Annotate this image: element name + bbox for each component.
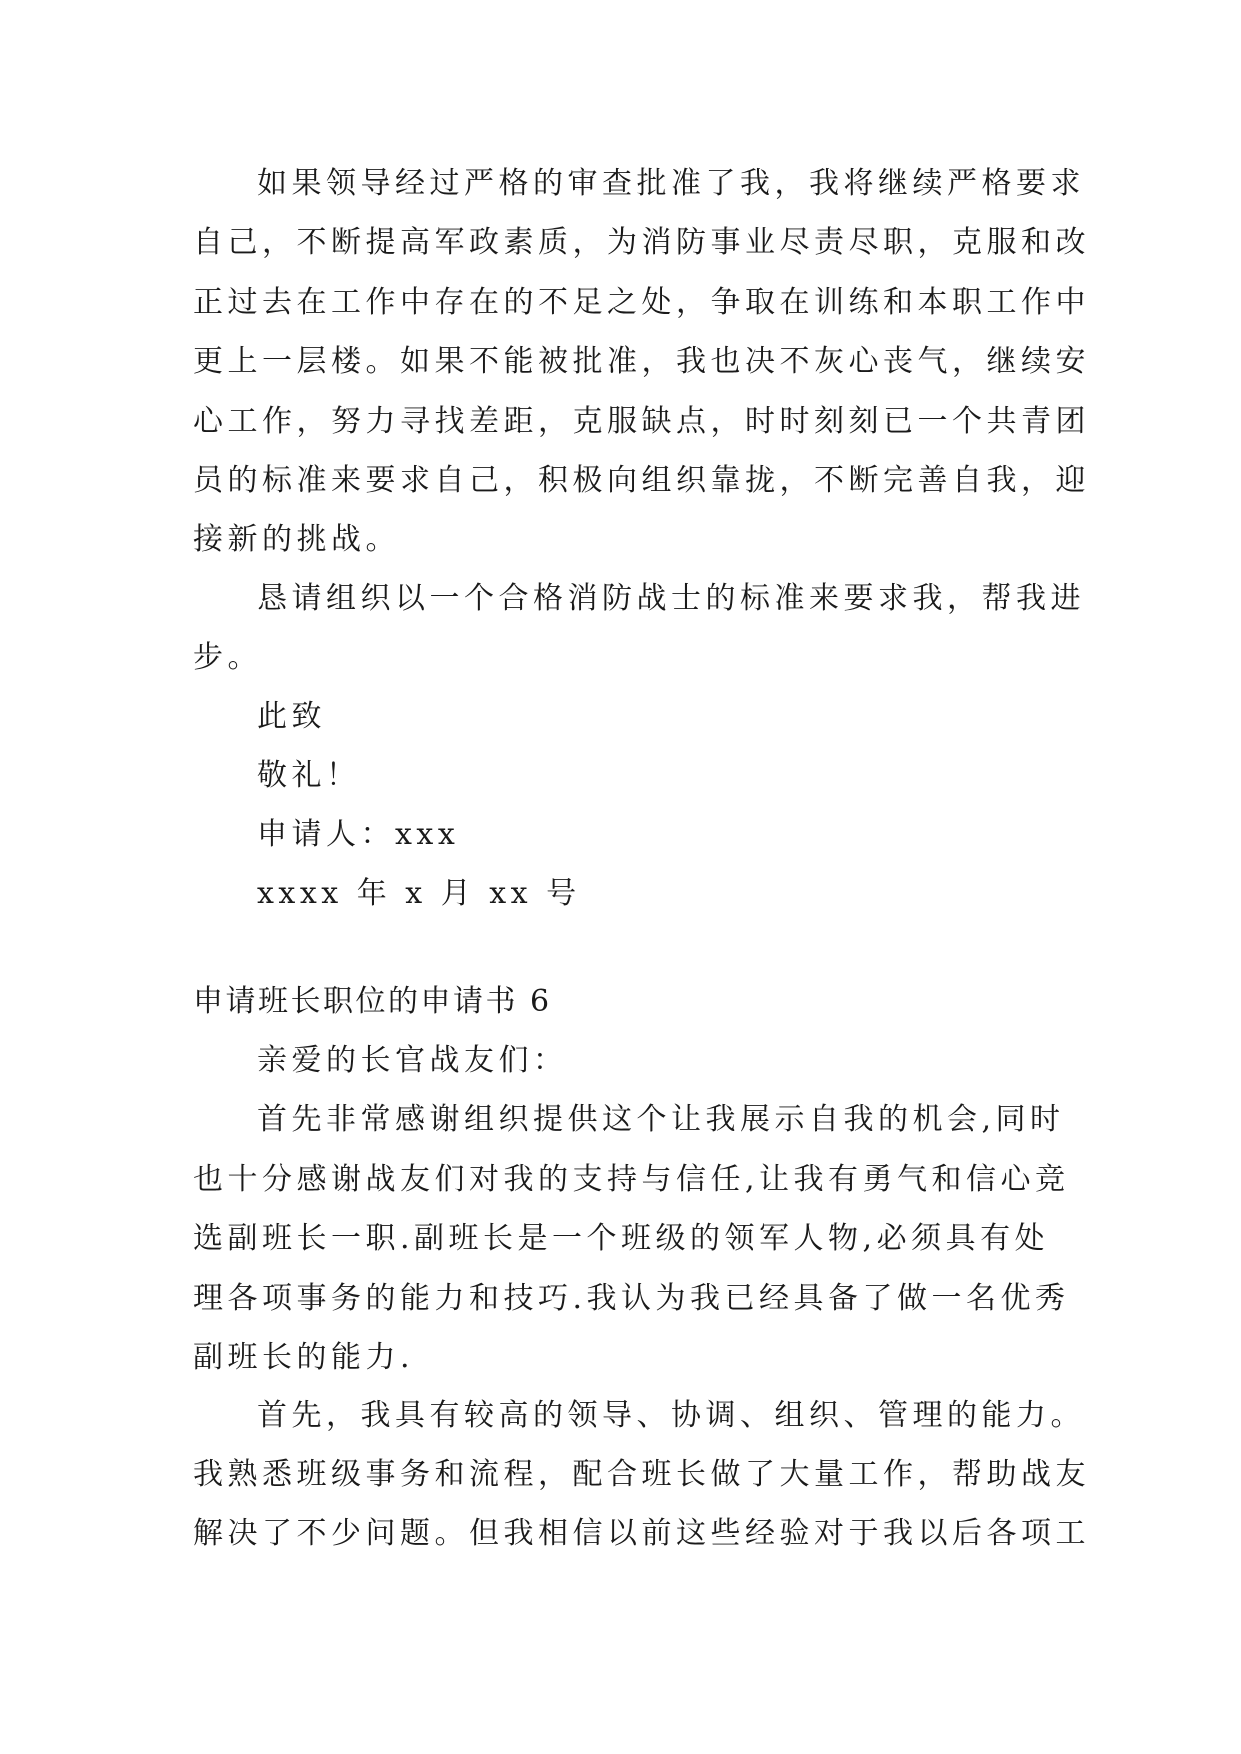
paragraph-line: 更上一层楼。如果不能被批准，我也决不灰心丧气，继续安	[193, 344, 1090, 379]
section-title: 申请班长职位的申请书 6	[193, 984, 552, 1019]
paragraph-line: 首先，我具有较高的领导、协调、组织、管理的能力。	[257, 1398, 1085, 1433]
paragraph-line: 员的标准来要求自己，积极向组织靠拢，不断完善自我，迎	[193, 463, 1090, 498]
paragraph-line: 我熟悉班级事务和流程，配合班长做了大量工作，帮助战友	[193, 1457, 1090, 1492]
paragraph-line: 选副班长一职.副班长是一个班级的领军人物,必须具有处	[193, 1221, 1050, 1256]
paragraph-line: 解决了不少问题。但我相信以前这些经验对于我以后各项工	[193, 1516, 1090, 1551]
paragraph-line: 恳请组织以一个合格消防战士的标准来要求我，帮我进	[257, 581, 1085, 616]
application-date: xxxx 年 x 月 xx 号	[257, 876, 581, 911]
paragraph-line: 副班长的能力.	[193, 1340, 415, 1375]
paragraph-line: 自己，不断提高军政素质，为消防事业尽责尽职，克服和改	[193, 225, 1090, 260]
paragraph-line: 理各项事务的能力和技巧.我认为我已经具备了做一名优秀	[193, 1281, 1070, 1316]
paragraph-line: 也十分感谢战友们对我的支持与信任,让我有勇气和信心竞	[193, 1162, 1070, 1197]
closing-salutation: 此致	[257, 699, 326, 734]
paragraph-line: 正过去在工作中存在的不足之处，争取在训练和本职工作中	[193, 285, 1090, 320]
applicant-signature: 申请人：xxx	[257, 817, 460, 852]
paragraph-line: 步。	[193, 640, 262, 675]
paragraph-line: 接新的挑战。	[193, 522, 400, 557]
paragraph-line: 心工作，努力寻找差距，克服缺点，时时刻刻已一个共青团	[193, 404, 1090, 439]
greeting: 亲爱的长官战友们：	[257, 1043, 568, 1078]
paragraph-line: 首先非常感谢组织提供这个让我展示自我的机会,同时	[257, 1102, 1065, 1137]
paragraph-line: 如果领导经过严格的审查批准了我，我将继续严格要求	[257, 166, 1085, 201]
closing-regards: 敬礼！	[257, 758, 361, 793]
